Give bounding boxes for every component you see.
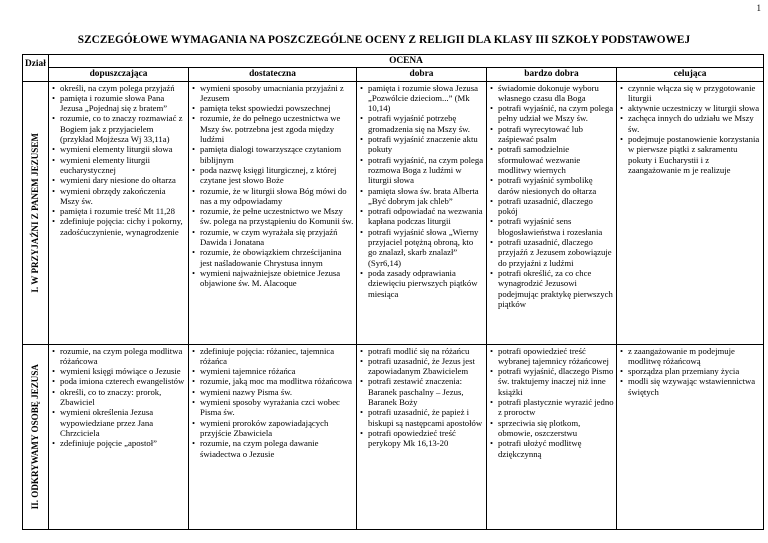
requirement-item: • pamięta tekst spowiedzi powszechnej [200,103,354,113]
section-label-cell [23,344,49,529]
requirement-item: • pamięta i rozumie treść Mt 11,28 [60,206,186,216]
requirement-item: • rozumie, że obowiązkiem chrześcijanina jest naśladowanie Chrystusa innym [200,247,354,268]
requirement-item: • wymieni tajemnice różańca [200,366,354,376]
requirement-item: • potrafi plastycznie wyrazić jedno z proroctw [498,397,614,418]
requirement-item: • potrafi modlić się na różańcu [368,346,484,356]
requirement-item: • potrafi wyjaśnić, dlaczego Pismo św. traktujemy inaczej niż inne książki [498,366,614,397]
requirement-item: • wymieni obrzędy zakończenia Mszy św. [60,186,186,207]
requirement-item: • określi, na czym polega przyjaźń [60,83,186,93]
section-row [23,81,764,344]
requirement-item: • wymieni proroków zapowiadających przyjście Zbawiciela [200,418,354,439]
requirement-item: • potrafi uzasadnić, dlaczego przyjaźń z Jezusem zobowiązuje do przyjaźni z ludźmi [498,237,614,268]
requirement-item: • rozumie, na czym polega modlitwa różańcowa [60,346,186,367]
requirements-cell [487,344,617,529]
requirement-item: • potrafi wyjaśnić, na czym polega pełny udział we Mszy św. [498,103,614,124]
requirement-item: • potrafi ułożyć modlitwę dziękczynną [498,438,614,459]
requirement-item: • aktywnie uczestniczy w liturgii słowa [628,103,761,113]
requirement-item: • potrafi uzasadnić, że papież i biskupi są następcami apostołów [368,407,484,428]
requirement-item: • świadomie dokonuje wyboru własnego czasu dla Boga [498,83,614,104]
header-grade-bardzo-dobra: bardzo dobra [487,68,617,81]
requirement-item: • rozumie, na czym polega dawanie świadectwa o Jezusie [200,438,354,459]
requirement-item: • potrafi wyjaśnić sens błogosławieństwa i rozesłania [498,216,614,237]
header-grade-dopuszczajaca: dopuszczająca [49,68,189,81]
requirement-item: • wymieni dary niesione do ołtarza [60,175,186,185]
requirements-table [22,54,764,530]
requirement-item: • rozumie, w czym wyrażała się przyjaźń Dawida i Jonatana [200,227,354,248]
requirement-item: • sprzeciwia się plotkom, obmowie, oszczerstwu [498,418,614,439]
requirement-item: • wymieni księgi mówiące o Jezusie [60,366,186,376]
requirement-item: • określi, co to znaczy: prorok, Zbawiciel [60,387,186,408]
requirement-item: • potrafi wyjaśnić potrzebę gromadzenia się na Mszy św. [368,113,484,134]
requirement-item: • zdefiniuje pojęcia: cichy i pokorny, zadośćuczynienie, wynagrodzenie [60,216,186,237]
requirement-item: • potrafi wyjaśnić symbolikę darów niesionych do ołtarza [498,175,614,196]
requirement-item: • rozumie, że do pełnego uczestnictwa we Mszy św. potrzebna jest zgoda między ludźmi [200,113,354,144]
requirements-cell [189,81,357,344]
section-label: II. ODKRYWAMY OSOBĘ JEZUSA [29,363,40,510]
requirement-item: • poda nazwę księgi liturgicznej, z której czytane jest słowo Boże [200,165,354,186]
requirement-item: • sporządza plan przemiany życia [628,366,761,376]
requirement-item: • wymieni sposoby umacniania przyjaźni z Jezusem [200,83,354,104]
requirement-item: • pamięta słowa św. brata Alberta „Być dobrym jak chleb” [368,186,484,207]
requirement-item: • wymieni sposoby wyrażania czci wobec Pisma św. [200,397,354,418]
requirement-item: • potrafi wyjaśnić, na czym polega rozmowa Boga z ludźmi w liturgii słowa [368,155,484,186]
requirement-item: • wymieni najważniejsze obietnice Jezusa objawione św. M. Alacoque [200,268,354,289]
requirement-item: • rozumie, co to znaczy rozmawiać z Bogiem jak z przyjacielem (przykład Mojżesza Wj 33,11a) [60,113,186,144]
page-number: 1 [756,3,761,13]
requirement-item: • wymieni elementy liturgii słowa [60,144,186,154]
requirement-item: • rozumie, że w liturgii słowa Bóg mówi do nas a my odpowiadamy [200,186,354,207]
requirements-cell [617,81,764,344]
requirement-item: • z zaangażowanie m podejmuje modlitwę różańcową [628,346,761,367]
header-grade-dostateczna: dostateczna [189,68,357,81]
document-title: SZCZEGÓŁOWE WYMAGANIA NA POSZCZEGÓLNE OCENY Z RELIGII DLA KLASY III SZKOŁY PODSTAWOWEJ [77,34,691,46]
requirement-item: • pamięta dialogi towarzyszące czytaniom biblijnym [200,144,354,165]
requirement-item: • wymieni elementy liturgii eucharystycznej [60,155,186,176]
requirement-item: • potrafi opowiedzieć treść perykopy Mk 16,13-20 [368,428,484,449]
header-grade-celujaca: celująca [617,68,764,81]
requirement-item: • poda imiona czterech ewangelistów [60,376,186,386]
requirement-item: • zdefiniuje pojęcie „apostoł” [60,438,186,448]
header-grade-dobra: dobra [357,68,487,81]
requirement-item: • zachęca innych do udziału we Mszy św. [628,113,761,134]
section-label-cell [23,81,49,344]
requirement-item: • potrafi wyjaśnić słowa „Wierny przyjaciel potężną obroną, kto go znalazł, skarb znalazł” (Syr6,14) [368,227,484,268]
requirement-item: • modli się wzywając wstawiennictwa świętych [628,376,761,397]
requirement-item: • potrafi uzasadnić, że Jezus jest zapowiadanym Zbawicielem [368,356,484,377]
requirement-item: • pamięta i rozumie słowa Jezusa „Pozwólcie dzieciom...” (Mk 10,14) [368,83,484,114]
requirements-cell [357,81,487,344]
requirements-cell [49,344,189,529]
header-dzial: Dział [23,55,49,82]
requirement-item: • wymieni nazwy Pisma św. [200,387,354,397]
requirement-item: • potrafi określić, za co chce wynagrodzić Jezusowi podejmując praktykę pierwszych piątków [498,268,614,309]
requirement-item: • potrafi wyrecytować lub zaśpiewać psalm [498,124,614,145]
requirement-item: • podejmuje postanowienie korzystania w pierwsze piątki z sakramentu pokuty i Eucharystii i z zaangażowanie m je realizuje [628,134,761,175]
requirement-item: • zdefiniuje pojęcia: różaniec, tajemnica różańca [200,346,354,367]
requirement-item: • rozumie, jaką moc ma modlitwa różańcowa [200,376,354,386]
requirement-item: • potrafi uzasadnić, dlaczego pokój [498,196,614,217]
requirements-cell [617,344,764,529]
requirements-cell [189,344,357,529]
requirements-cell [357,344,487,529]
requirement-item: • potrafi odpowiadać na wezwania kapłana podczas liturgii [368,206,484,227]
requirements-cell [487,81,617,344]
section-label: I. W PRZYJAŹNI Z PANEM JEZUSEM [29,132,40,293]
requirement-item: • czynnie włącza się w przygotowanie liturgii [628,83,761,104]
requirement-item: • potrafi wyjaśnić znaczenie aktu pokuty [368,134,484,155]
requirement-item: • potrafi opowiedzieć treść wybranej tajemnicy różańcowej [498,346,614,367]
header-ocena: OCENA [49,55,764,68]
requirement-item: • pamięta i rozumie słowa Pana Jezusa „Pojednaj się z bratem” [60,93,186,114]
section-row [23,344,764,529]
requirement-item: • potrafi samodzielnie sformułować wezwanie modlitwy wiernych [498,144,614,175]
requirement-item: • rozumie, że pełne uczestnictwo we Mszy św. polega na przystąpieniu do Komunii św. [200,206,354,227]
requirement-item: • wymieni określenia Jezusa wypowiedziane przez Jana Chrzciciela [60,407,186,438]
requirement-item: • poda zasady odprawiania dziewięciu pierwszych piątków miesiąca [368,268,484,299]
requirement-item: • potrafi zestawić znaczenia: Baranek paschalny – Jezus, Baranek Boży [368,376,484,407]
requirements-cell [49,81,189,344]
